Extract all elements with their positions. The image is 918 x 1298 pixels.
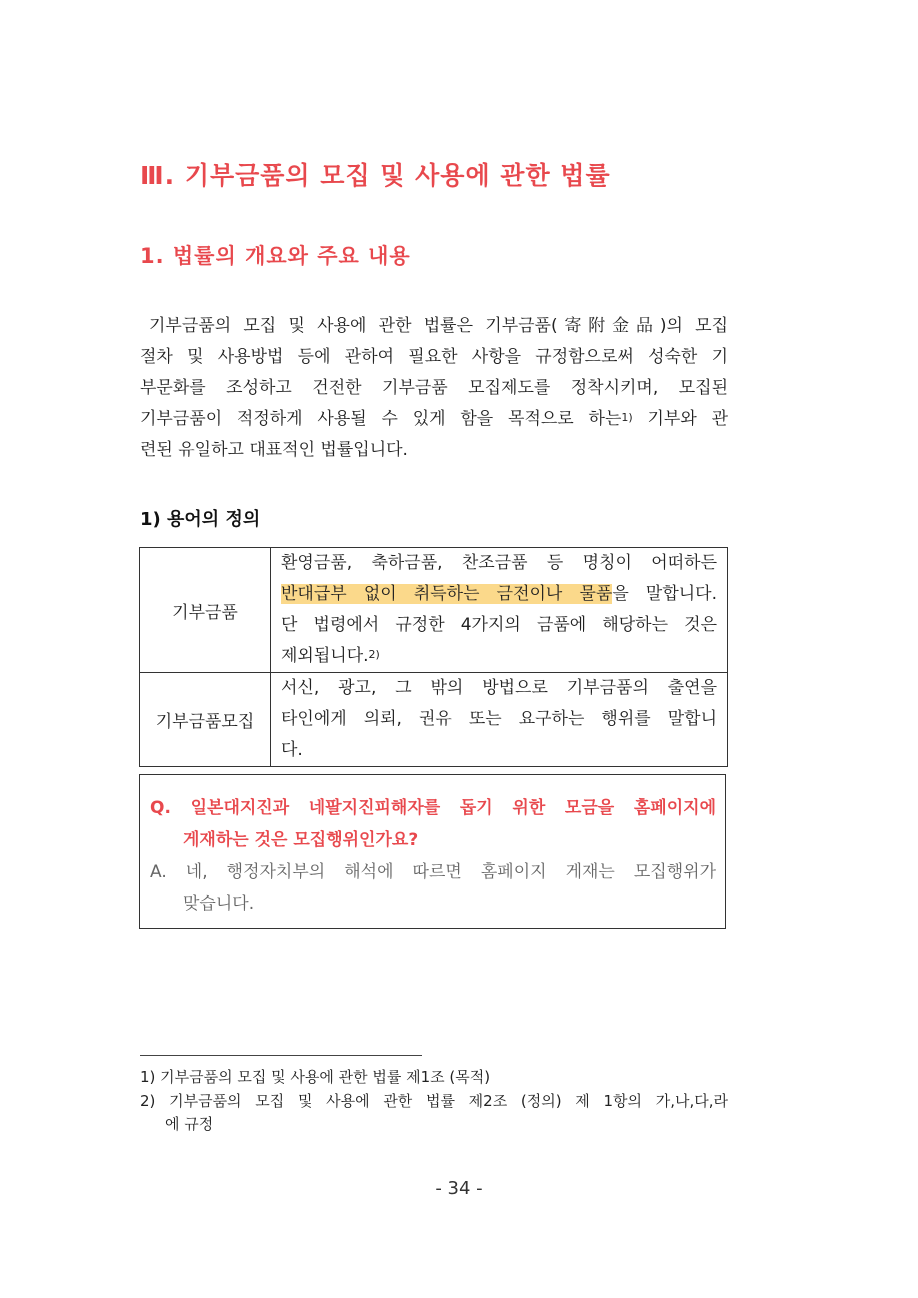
highlighted-text: 반대급부 없이 취득하는 금전이나 물품 — [281, 584, 613, 604]
answer-line: A. 네, 행정자치부의 해석에 따르면 홈페이지 게재는 모집행위가 — [150, 862, 716, 882]
question-line: Q. 일본대지진과 네팔지진피해자를 돕기 위한 모금을 홈페이지에 — [150, 798, 716, 818]
intro-line: 절차 및 사용방법 등에 관하여 필요한 사항을 규정함으로써 성숙한 기 — [140, 347, 728, 367]
description-line: 환영금품, 축하금품, 찬조금품 등 명칭이 어떠하든 — [281, 553, 717, 573]
description-line: 서신, 광고, 그 밖의 방법으로 기부금품의 출연을 — [281, 678, 717, 698]
qa-box — [139, 774, 726, 929]
definition-description — [271, 673, 728, 767]
intro-line: 기부금품의 모집 및 사용에 관한 법률은 기부금품(寄附金品)의 모집 — [149, 316, 728, 336]
definition-term: 기부금품 — [140, 548, 271, 673]
footnote-text: 1) 기부금품의 모집 및 사용에 관한 법률 제1조 (목적) — [140, 1068, 491, 1086]
intro-line-text: 기부와 관 — [632, 409, 728, 429]
description-line: 다. — [281, 740, 303, 760]
footnote-text: 에 규정 — [165, 1115, 214, 1133]
table-row — [140, 548, 728, 673]
description-line: 단 법령에서 규정한 4가지의 금품에 해당하는 것은 — [281, 615, 717, 635]
footnote-ref-1[interactable]: 1) — [621, 411, 633, 424]
description-line: 타인에게 의뢰, 권유 또는 요구하는 행위를 말합니 — [281, 709, 717, 729]
description-text: 제외됩니다. — [281, 646, 369, 666]
footnote-2 — [140, 1090, 728, 1136]
description-text: 을 말합니다. — [612, 584, 718, 604]
footnote-divider — [140, 1055, 422, 1056]
answer-line: 맞습니다. — [183, 894, 255, 914]
footnote-1 — [140, 1066, 728, 1089]
definition-term: 기부금품모집 — [140, 673, 271, 767]
section-title: 1. 법률의 개요와 주요 내용 — [140, 244, 411, 268]
intro-line: 련된 유일하고 대표적인 법률입니다. — [140, 440, 408, 460]
definition-description — [271, 548, 728, 673]
subsection-title: 1) 용어의 정의 — [140, 509, 261, 530]
page-number: - 34 - — [435, 1178, 483, 1199]
intro-line: 부문화를 조성하고 건전한 기부금품 모집제도를 정착시키며, 모집된 — [140, 378, 728, 398]
intro-line-text: 기부금품이 적정하게 사용될 수 있게 함을 목적으로 하는 — [140, 409, 622, 429]
intro-line — [140, 404, 728, 435]
intro-paragraph — [140, 311, 728, 466]
table-row — [140, 673, 728, 767]
footnote-ref-2[interactable]: 2) — [368, 648, 380, 661]
definitions-table — [139, 547, 728, 767]
chapter-title: Ⅲ. 기부금품의 모집 및 사용에 관한 법률 — [140, 161, 611, 190]
footnote-text: 2) 기부금품의 모집 및 사용에 관한 법률 제2조 (정의) 제 1항의 가,나,다,라 — [140, 1092, 728, 1110]
description-line — [281, 579, 717, 610]
description-line — [281, 641, 717, 672]
question-line: 게재하는 것은 모집행위인가요? — [183, 830, 419, 850]
